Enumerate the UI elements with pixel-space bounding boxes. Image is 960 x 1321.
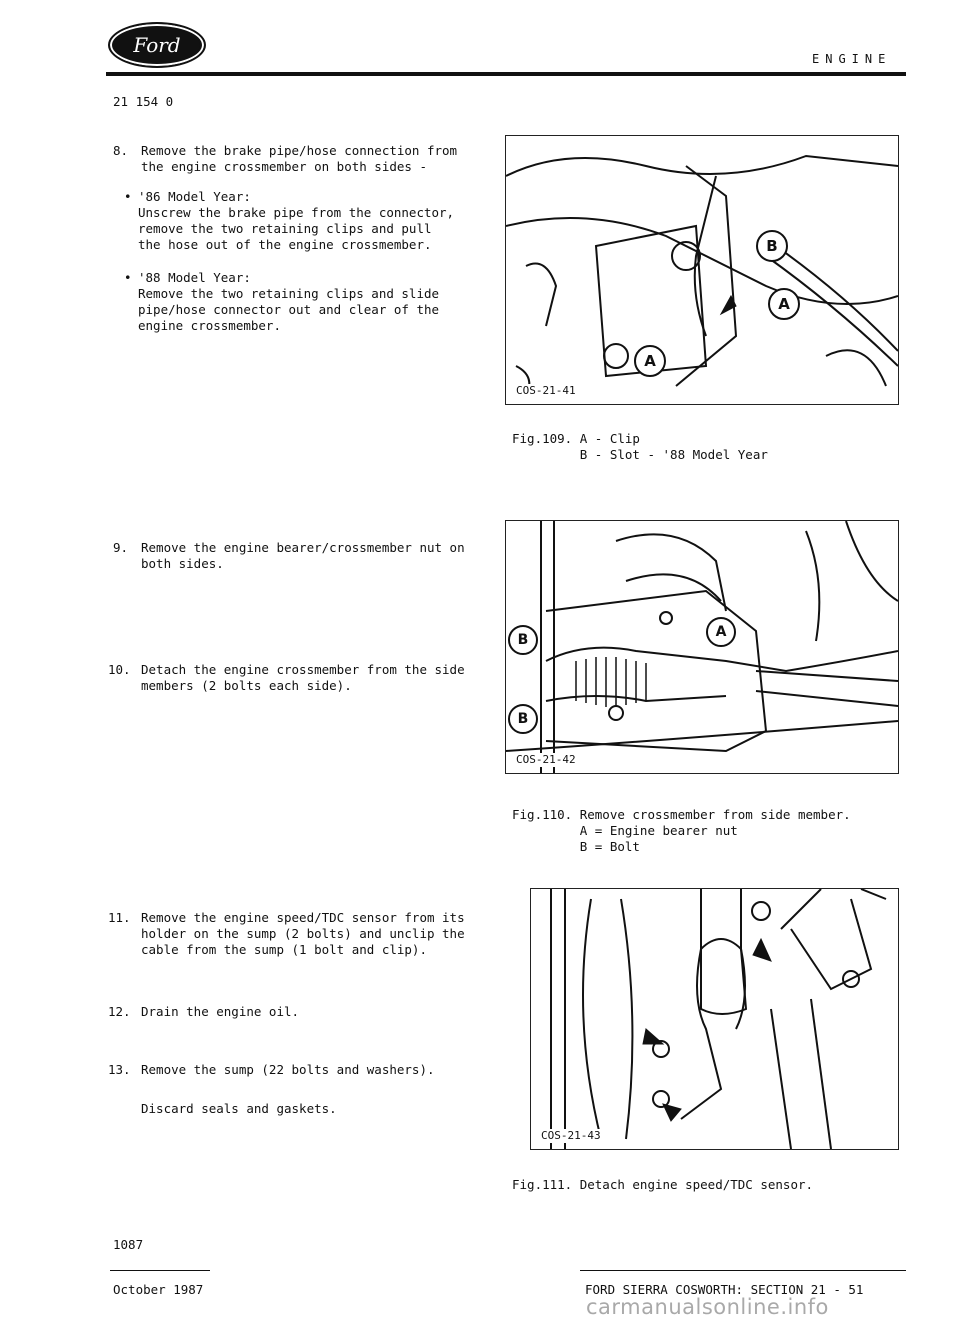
footer-rule-right [580, 1270, 906, 1271]
figure-111-illustration [531, 889, 898, 1149]
step-11 [108, 910, 488, 958]
figure-110-illustration [506, 521, 898, 773]
bullet-86-model-year [124, 189, 484, 253]
step-number: 10. [108, 662, 131, 677]
callout-b: B [508, 625, 538, 655]
ford-logo-text: Ford [133, 33, 181, 57]
bullet-text: '86 Model Year: Unscrew the brake pipe from the connector, remove the two retaining clips and pull the hose out of the engine crossmember. [138, 189, 455, 252]
figure-111 [530, 888, 899, 1150]
callout-b: B [508, 704, 538, 734]
step-13 [108, 1062, 488, 1078]
bullet-mark: • [124, 189, 132, 204]
callout-a: A [634, 345, 666, 377]
bullet-88-model-year [124, 270, 484, 334]
step-text: Remove the sump (22 bolts and washers). [141, 1062, 435, 1077]
section-label: ENGINE [812, 52, 892, 66]
step-text: Detach the engine crossmember from the side members (2 bolts each side). [141, 662, 465, 693]
header-rule [106, 72, 906, 76]
footer-title: FORD SIERRA COSWORTH: SECTION 21 - 51 [585, 1282, 864, 1297]
step-8 [113, 143, 493, 175]
callout-a: A [706, 617, 736, 647]
figure-code: COS-21-41 [516, 383, 576, 397]
figure-109-caption: Fig.109. A - Clip B - Slot - '88 Model Year [512, 431, 768, 462]
step-number: 11. [108, 910, 131, 925]
figure-110-caption: Fig.110. Remove crossmember from side member. A = Engine bearer nut B = Bolt [512, 807, 851, 854]
page-number: 1087 [113, 1237, 144, 1252]
figure-109 [505, 135, 899, 405]
figure-code: COS-21-43 [541, 1128, 601, 1142]
step-number: 13. [108, 1062, 131, 1077]
step-text: Remove the engine speed/TDC sensor from its holder on the sump (2 bolts) and unclip the cable from the sump (1 bolt and clip). [141, 910, 465, 957]
figure-110 [505, 520, 899, 774]
watermark: carmanualsonline.info [586, 1295, 829, 1319]
figure-111-caption: Fig.111. Detach engine speed/TDC sensor. [512, 1177, 814, 1192]
ford-logo [108, 22, 206, 68]
footer-date: October 1987 [113, 1282, 204, 1297]
callout-a: A [768, 288, 800, 320]
bullet-mark: • [124, 270, 132, 285]
step-number: 12. [108, 1004, 131, 1019]
step-text: Remove the engine bearer/crossmember nut on both sides. [141, 540, 465, 571]
figure-code: COS-21-42 [516, 752, 576, 766]
step-10 [108, 662, 488, 694]
step-number: 8. [113, 143, 129, 158]
step-12 [108, 1004, 488, 1020]
step-text: Remove the brake pipe/hose connection from the engine crossmember on both sides - [141, 143, 458, 174]
bullet-text: '88 Model Year: Remove the two retaining clips and slide pipe/hose connector out and clear of the engine crossmember. [138, 270, 440, 333]
figure-109-illustration [506, 136, 898, 404]
step-13-note: Discard seals and gaskets. [141, 1101, 337, 1116]
step-9 [113, 540, 493, 572]
step-number: 9. [113, 540, 129, 555]
callout-b: B [756, 230, 788, 262]
step-text: Drain the engine oil. [141, 1004, 300, 1019]
footer-rule-left [110, 1270, 210, 1271]
document-number: 21 154 0 [113, 94, 174, 109]
